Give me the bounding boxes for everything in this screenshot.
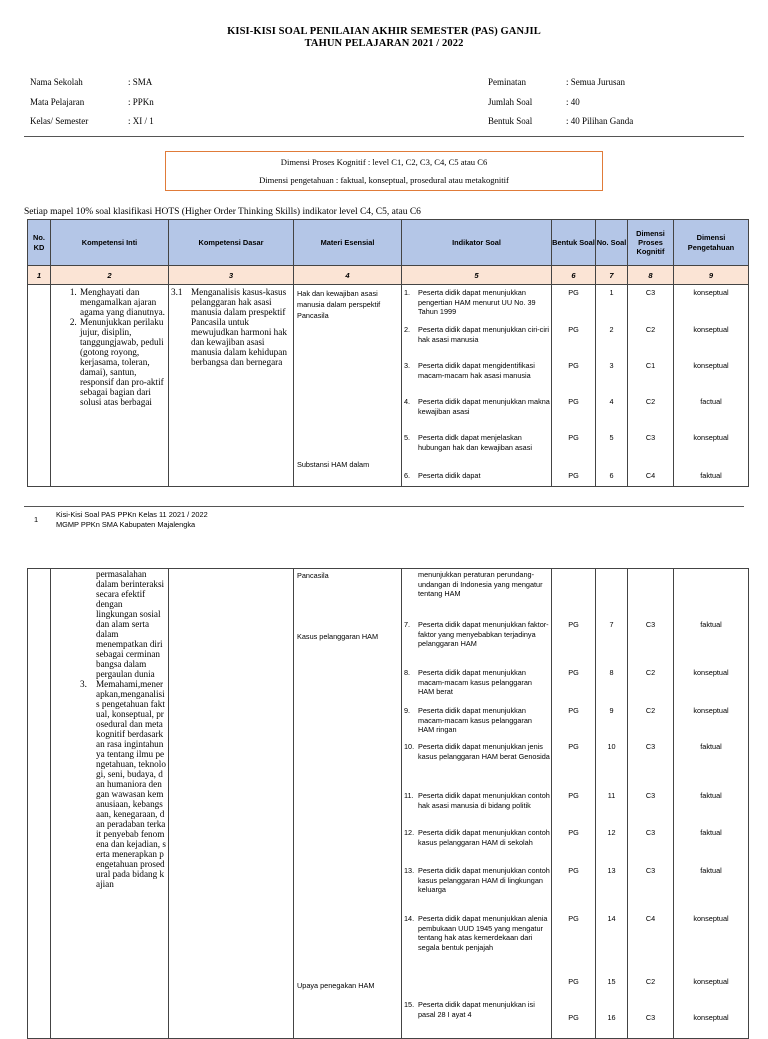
col-number: 5 [402,266,552,285]
document-title-line1: KISI-KISI SOAL PENILAIAN AKHIR SEMESTER (PAS) GANJIL [227,26,541,37]
no-soal-value: 10 [607,742,616,751]
meta-value-question-count: : 40 [566,97,580,107]
dimension-cognitive-text: Dimensi Proses Kognitif : level C1, C2, C3, C4, C5 atau C6 [280,157,488,167]
col-number: 8 [628,266,674,285]
kognitif-value: C3 [645,433,656,442]
bentuk-value: PG [568,433,579,442]
kognitif-value: C3 [645,1013,656,1022]
kd-number-cell [28,285,51,487]
no-soal-value: 16 [607,1013,616,1022]
meta-value-question-type: : 40 Pilihan Ganda [566,116,634,126]
kompetensi-inti-cell [51,569,169,1039]
indikator-text: Peserta didik dapat menunjukkan contoh kasus pelanggaran HAM di lingkungan keluarga [418,866,550,895]
materi-cell [294,569,402,1039]
indikator-number: 12. [404,828,415,837]
indikator-text: Peserta didik dapat [418,471,481,480]
indikator-number: 11. [404,791,414,800]
indikator-number: 14. [404,914,415,923]
kognitif-cell [628,569,674,1039]
no-soal-value: 1 [609,288,614,297]
kognitif-value: C3 [645,288,656,297]
indikator-text: menunjukkan peraturan perundang-undangan di Indonesia yang mengatur tentang HAM [418,570,543,599]
indikator-item [404,361,550,380]
indikator-item [404,471,550,481]
kognitif-value: C4 [645,914,656,923]
indikator-text: Peserta didik dapat menunjukkan pengertian HAM menurut UU No. 39 Tahun 1999 [418,288,536,317]
header-dimensi-proses-kognitif: Dimensi Proses Kognitif [628,220,674,266]
ki-item: 2. Menunjukkan perilaku jujur, disiplin, tanggungjawab, peduli (gotong royong, kerjasama, toleran, damai), santun, responsif dan pro-aktif sebagai bagian dari solusi atas berbagai [79,317,168,407]
hots-note: Setiap mapel 10% soal klasifikasi HOTS (Higher Order Thinking Skills) indikator level C4, C5, atau C6 [24,207,421,217]
kognitif-value: C3 [645,791,656,800]
indikator-item [404,397,550,416]
no-soal-cell [596,569,628,1039]
footer-line2: MGMP PPKn SMA Kabupaten Majalengka [56,520,196,529]
kognitif-value: C2 [645,397,656,406]
indikator-cell [402,285,552,487]
pengetahuan-cell [674,569,749,1039]
header-indikator-soal: Indikator Soal [402,220,552,266]
kognitif-value: C3 [645,620,656,629]
pengetahuan-value: faktual [700,828,722,837]
bentuk-value: PG [568,325,579,334]
indikator-item [404,706,550,735]
indikator-number: 6. [404,471,411,480]
bentuk-value: PG [568,471,579,480]
no-soal-value: 2 [609,325,614,334]
indikator-number: 2. [404,325,411,334]
pengetahuan-value: faktual [700,471,722,480]
no-soal-value: 5 [609,433,614,442]
indikator-number: 5. [404,433,411,442]
no-soal-value: 12 [607,828,616,837]
indikator-continuation [404,570,550,599]
kognitif-value: C3 [645,866,656,875]
pengetahuan-value: faktual [700,620,722,629]
indikator-item [404,866,550,895]
no-soal-value: 3 [609,361,614,370]
kognitif-cell [628,285,674,487]
materi-item: Substansi HAM dalam [297,460,370,469]
header-no-kd: No. KD [28,220,51,266]
indikator-item [404,433,550,452]
no-soal-value: 4 [609,397,614,406]
indikator-item [404,914,550,952]
pengetahuan-value: konseptual [693,668,729,677]
indikator-number: 7. [404,620,411,629]
meta-value-major: : Semua Jurusan [566,77,625,87]
materi-cell [294,285,402,487]
pengetahuan-value: faktual [700,791,722,800]
bentuk-value: PG [568,1013,579,1022]
col-number: 7 [596,266,628,285]
bentuk-value: PG [568,977,579,986]
no-soal-cell [596,285,628,487]
pengetahuan-value: konseptual [693,914,729,923]
indikator-text: Peserta didik dapat menunjukkan macam-macam kasus pelanggaran HAM berat [418,668,532,697]
ki-text: Memahami,menerapkan,menganalisis pengetahuan faktual, konseptual, prosedural dan metakognitif berdasarkan rasa ingintahunya tentang ilmu pengetahuan, teknologi, seni, budaya, dan humaniora dengan wawasan kemanusiaan, kebangsaan, kenegaraan, dan peradaban terkait penyebab fenomena dan kejadian, serta menerapkan pengetahuan prosedural pada bidang kajian [96,679,166,889]
meta-value-school: : SMA [128,77,153,87]
header-materi-esensial: Materi Esensial [294,220,402,266]
indikator-text: Peserta didik dapat menunjukkan makna kewajiban asasi [418,397,550,416]
kognitif-value: C4 [645,471,656,480]
indikator-text: Peserta didk dapat menjelaskan hubungan hak dan kewajiban asasi [418,433,532,452]
indikator-item [404,288,550,317]
indikator-item [404,742,550,761]
pengetahuan-value: konseptual [693,361,729,370]
indikator-text: Peserta didik dapat menunjukkan jenis kasus pelanggaran HAM berat Genosida [418,742,550,761]
ki-item [51,679,168,889]
grid-table-page1 [27,219,749,487]
pengetahuan-value: konseptual [693,706,729,715]
col-number: 6 [552,266,596,285]
bentuk-value: PG [568,706,579,715]
header-no-soal: No. Soal [596,220,628,266]
materi-item: Pancasila [297,571,329,580]
kognitif-value: C2 [645,668,656,677]
bentuk-value: PG [568,397,579,406]
no-soal-value: 15 [607,977,616,986]
meta-value-class: : XI / 1 [128,116,154,126]
meta-value-subject: : PPKn [128,97,154,107]
no-soal-value: 9 [609,706,614,715]
indikator-number: 1. [404,288,411,297]
kd-number-cell [28,569,51,1039]
kompetensi-dasar-cell [169,569,294,1039]
pengetahuan-value: faktual [700,866,722,875]
bentuk-value: PG [568,742,579,751]
col-number: 9 [674,266,749,285]
kognitif-value: C2 [645,325,656,334]
indikator-item [404,668,550,697]
indikator-cell [402,569,552,1039]
header-kompetensi-dasar: Kompetensi Dasar [169,220,294,266]
bentuk-cell [552,285,596,487]
no-soal-value: 14 [607,914,616,923]
pengetahuan-value: konseptual [693,433,729,442]
kognitif-value: C2 [645,706,656,715]
ki-number: 3. [80,679,87,689]
document-title-line2: TAHUN PELAJARAN 2021 / 2022 [304,38,464,49]
kognitif-value: C3 [645,742,656,751]
pengetahuan-value: konseptual [693,288,729,297]
col-number: 1 [28,266,51,285]
header-kompetensi-inti: Kompetensi Inti [51,220,169,266]
header-bentuk-soal: Bentuk Soal [552,220,596,266]
kompetensi-dasar-cell [169,285,294,487]
bentuk-value: PG [568,791,579,800]
indikator-number: 10. [404,742,415,751]
indikator-number: 8. [404,668,411,677]
bentuk-value: PG [568,828,579,837]
meta-label-question-count: Jumlah Soal [488,97,533,107]
materi-item: Upaya penegakan HAM [297,981,375,990]
col-number: 2 [51,266,169,285]
pengetahuan-value: faktual [700,742,722,751]
bentuk-value: PG [568,361,579,370]
meta-label-question-type: Bentuk Soal [488,116,533,126]
kognitif-value: C3 [645,828,656,837]
no-soal-value: 11 [607,791,616,800]
meta-label-subject: Mata Pelajaran [30,97,85,107]
indikator-number: 3. [404,361,411,370]
pengetahuan-value: konseptual [693,325,729,334]
col-number: 3 [169,266,294,285]
indikator-item [404,1000,550,1019]
no-soal-value: 6 [609,471,614,480]
indikator-text: Peserta didik dapat menunjukkan contoh hak asasi manusia di bidang politik [418,791,550,810]
col-number: 4 [294,266,402,285]
pengetahuan-value: factual [700,397,722,406]
meta-label-school: Nama Sekolah [30,77,83,87]
materi-item: Hak dan kewajiban asasi manusia dalam perspektif Pancasila [297,289,381,320]
header-divider [24,136,744,137]
indikator-item [404,791,550,810]
grid-table-page2 [27,568,749,1039]
dimension-knowledge-text: Dimensi pengetahuan : faktual, konseptual, prosedural atau metakognitif [259,175,509,185]
kompetensi-inti-cell [51,285,169,487]
dimension-info-box [165,151,603,191]
bentuk-value: PG [568,914,579,923]
indikator-item [404,325,550,344]
indikator-text: Peserta didik dapat menunjukkan faktor-faktor yang menyebabkan terjadinya pelanggaran HAM [418,620,549,649]
bentuk-value: PG [568,288,579,297]
footer-divider [24,506,744,507]
bentuk-value: PG [568,668,579,677]
materi-item: Kasus pelanggaran HAM [297,632,379,641]
indikator-number: 4. [404,397,411,406]
kd-text: Menganalisis kasus-kasus pelanggaran hak asasi manusia dalam prespektif Pancasila untuk mewujudkan harmoni hak dan kewajiban asasi manusia dalam kehidupan berbangsa dan bernegara [191,287,287,367]
indikator-number: 13. [404,866,415,875]
no-soal-value: 8 [609,668,614,677]
no-soal-value: 7 [609,620,614,629]
footer-line1: Kisi-Kisi Soal PAS PPKn Kelas 11 2021 / 2022 [56,510,208,519]
kognitif-value: C1 [645,361,656,370]
indikator-text: Peserta didik dapat menunjukkan ciri-ciri hak asasi manusia [418,325,549,344]
kognitif-value: C2 [645,977,656,986]
kd-number: 3.1 [171,287,183,297]
indikator-item [404,620,550,649]
indikator-item [404,828,550,847]
ki-continuation: permasalahan dalam berinteraksi secara efektif dengan lingkungan sosial dan alam serta dalam menempatkan diri sebagai cerminan bangsa dalam pergaulan dunia [96,569,165,679]
indikator-text: Peserta didik dapat menunjukkan contoh kasus pelanggaran HAM di sekolah [418,828,550,847]
pengetahuan-value: konseptual [693,977,729,986]
bentuk-cell [552,569,596,1039]
indikator-number: 15. [404,1000,415,1009]
pengetahuan-value: konseptual [693,1013,729,1022]
bentuk-value: PG [568,620,579,629]
pengetahuan-cell [674,285,749,487]
page-number: 1 [34,515,39,524]
indikator-text: Peserta didik dapat menunjukkan isi pasal 28 I ayat 4 [418,1000,535,1019]
header-dimensi-pengetahuan: Dimensi Pengetahuan [674,220,749,266]
meta-label-class: Kelas/ Semester [30,116,89,126]
indikator-number: 9. [404,706,411,715]
ki-item: 1. Menghayati dan mengamalkan ajaran agama yang dianutnya. [79,287,168,317]
bentuk-value: PG [568,866,579,875]
indikator-text: Peserta didik dapat mengidentifikasi macam-macam hak asasi manusia [418,361,535,380]
indikator-text: Peserta didik dapat menunjukkan alenia pembukaan UUD 1945 yang mengatur tentang hak atas kemerdekaan dari segala bentuk penjajah [418,914,548,952]
indikator-text: Peserta didik dapat menunjukkan macam-macam kasus pelanggaran HAM ringan [418,706,532,735]
meta-label-major: Peminatan [488,77,526,87]
no-soal-value: 13 [607,866,616,875]
